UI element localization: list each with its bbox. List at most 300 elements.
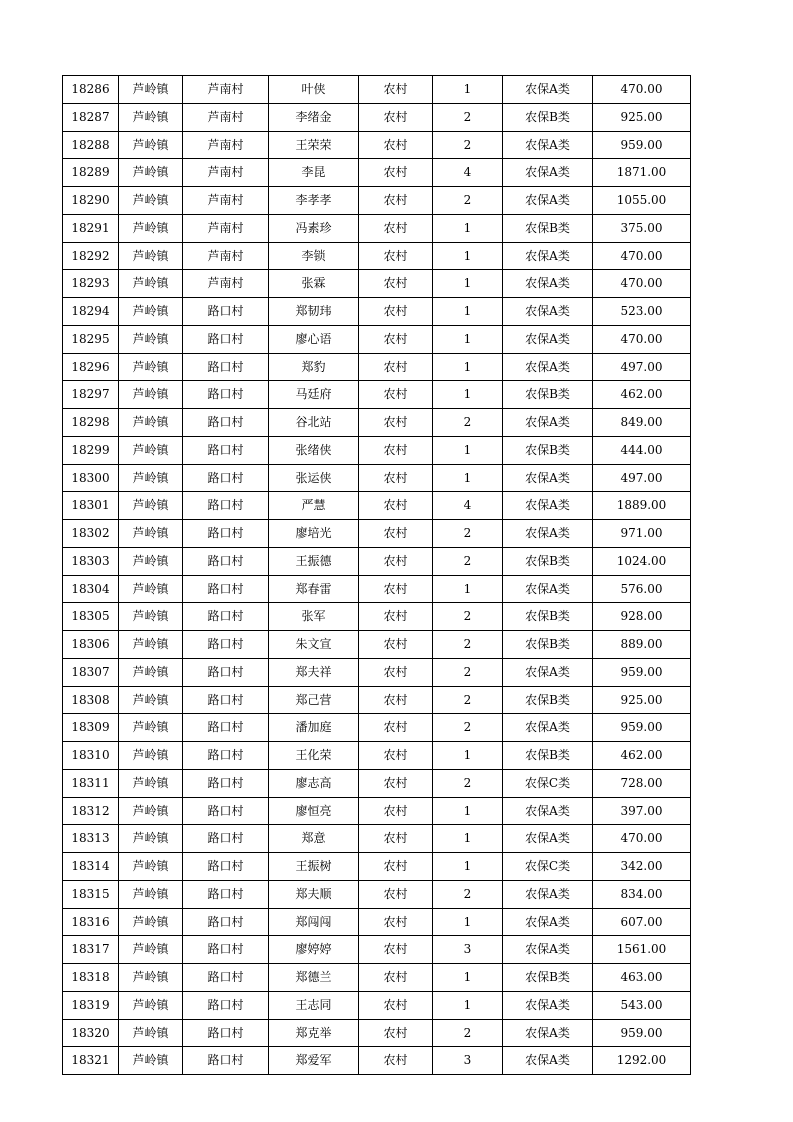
cell-name: 李孝孝 [269, 187, 359, 215]
cell-serial: 18301 [63, 492, 119, 520]
cell-town: 芦岭镇 [119, 298, 183, 326]
cell-insurance-category: 农保B类 [503, 214, 593, 242]
cell-count: 2 [433, 603, 503, 631]
table-row [63, 436, 691, 464]
cell-town: 芦岭镇 [119, 936, 183, 964]
cell-serial: 18314 [63, 853, 119, 881]
cell-amount: 497.00 [593, 353, 691, 381]
cell-insurance-category: 农保B类 [503, 686, 593, 714]
cell-serial: 18293 [63, 270, 119, 298]
cell-serial: 18306 [63, 631, 119, 659]
cell-count: 1 [433, 325, 503, 353]
cell-town: 芦岭镇 [119, 991, 183, 1019]
cell-serial: 18320 [63, 1019, 119, 1047]
cell-insurance-category: 农保A类 [503, 575, 593, 603]
cell-count: 2 [433, 631, 503, 659]
cell-village: 路口村 [183, 880, 269, 908]
cell-amount: 1871.00 [593, 159, 691, 187]
cell-household-type: 农村 [359, 159, 433, 187]
table-row [63, 769, 691, 797]
cell-name: 郑闯闯 [269, 908, 359, 936]
cell-household-type: 农村 [359, 520, 433, 548]
cell-village: 路口村 [183, 298, 269, 326]
cell-amount: 342.00 [593, 853, 691, 881]
cell-household-type: 农村 [359, 409, 433, 437]
cell-serial: 18289 [63, 159, 119, 187]
cell-household-type: 农村 [359, 769, 433, 797]
cell-household-type: 农村 [359, 76, 433, 104]
cell-household-type: 农村 [359, 353, 433, 381]
cell-count: 2 [433, 714, 503, 742]
cell-count: 2 [433, 880, 503, 908]
cell-name: 郑己营 [269, 686, 359, 714]
cell-town: 芦岭镇 [119, 270, 183, 298]
cell-name: 严慧 [269, 492, 359, 520]
cell-town: 芦岭镇 [119, 825, 183, 853]
cell-village: 芦南村 [183, 103, 269, 131]
cell-name: 王振树 [269, 853, 359, 881]
cell-amount: 959.00 [593, 714, 691, 742]
cell-amount: 925.00 [593, 103, 691, 131]
cell-insurance-category: 农保A类 [503, 409, 593, 437]
cell-household-type: 农村 [359, 631, 433, 659]
table-row [63, 936, 691, 964]
table-row [63, 908, 691, 936]
cell-insurance-category: 农保A类 [503, 714, 593, 742]
table-row [63, 547, 691, 575]
cell-amount: 497.00 [593, 464, 691, 492]
cell-village: 芦南村 [183, 242, 269, 270]
cell-household-type: 农村 [359, 936, 433, 964]
cell-name: 廖心语 [269, 325, 359, 353]
cell-household-type: 农村 [359, 214, 433, 242]
cell-name: 叶侠 [269, 76, 359, 104]
cell-town: 芦岭镇 [119, 631, 183, 659]
cell-serial: 18308 [63, 686, 119, 714]
cell-count: 4 [433, 159, 503, 187]
cell-name: 郑春雷 [269, 575, 359, 603]
cell-serial: 18321 [63, 1047, 119, 1075]
cell-amount: 1561.00 [593, 936, 691, 964]
cell-insurance-category: 农保A类 [503, 187, 593, 215]
cell-serial: 18310 [63, 742, 119, 770]
cell-town: 芦岭镇 [119, 214, 183, 242]
cell-name: 郑豹 [269, 353, 359, 381]
cell-count: 1 [433, 908, 503, 936]
cell-household-type: 农村 [359, 492, 433, 520]
cell-town: 芦岭镇 [119, 714, 183, 742]
cell-amount: 463.00 [593, 964, 691, 992]
cell-serial: 18300 [63, 464, 119, 492]
cell-village: 路口村 [183, 1019, 269, 1047]
cell-name: 李锁 [269, 242, 359, 270]
cell-household-type: 农村 [359, 1047, 433, 1075]
cell-village: 路口村 [183, 742, 269, 770]
cell-serial: 18297 [63, 381, 119, 409]
table-row [63, 298, 691, 326]
cell-serial: 18309 [63, 714, 119, 742]
table-row [63, 381, 691, 409]
cell-name: 潘加庭 [269, 714, 359, 742]
cell-village: 路口村 [183, 520, 269, 548]
cell-insurance-category: 农保A类 [503, 159, 593, 187]
cell-count: 2 [433, 769, 503, 797]
cell-household-type: 农村 [359, 964, 433, 992]
cell-town: 芦岭镇 [119, 492, 183, 520]
cell-town: 芦岭镇 [119, 131, 183, 159]
cell-village: 路口村 [183, 853, 269, 881]
cell-insurance-category: 农保A类 [503, 658, 593, 686]
cell-name: 张军 [269, 603, 359, 631]
cell-household-type: 农村 [359, 908, 433, 936]
cell-serial: 18286 [63, 76, 119, 104]
table-row [63, 270, 691, 298]
table-row [63, 825, 691, 853]
cell-amount: 849.00 [593, 409, 691, 437]
cell-amount: 959.00 [593, 131, 691, 159]
cell-town: 芦岭镇 [119, 436, 183, 464]
cell-name: 李绪金 [269, 103, 359, 131]
cell-household-type: 农村 [359, 686, 433, 714]
cell-amount: 1889.00 [593, 492, 691, 520]
cell-amount: 397.00 [593, 797, 691, 825]
cell-serial: 18315 [63, 880, 119, 908]
cell-amount: 834.00 [593, 880, 691, 908]
cell-count: 1 [433, 242, 503, 270]
cell-insurance-category: 农保A类 [503, 242, 593, 270]
table-row [63, 853, 691, 881]
cell-household-type: 农村 [359, 880, 433, 908]
cell-serial: 18287 [63, 103, 119, 131]
cell-amount: 543.00 [593, 991, 691, 1019]
cell-count: 1 [433, 464, 503, 492]
cell-household-type: 农村 [359, 298, 433, 326]
cell-name: 王荣荣 [269, 131, 359, 159]
cell-insurance-category: 农保B类 [503, 964, 593, 992]
cell-village: 路口村 [183, 547, 269, 575]
cell-village: 路口村 [183, 575, 269, 603]
cell-household-type: 农村 [359, 242, 433, 270]
cell-count: 1 [433, 436, 503, 464]
cell-name: 王志同 [269, 991, 359, 1019]
cell-count: 2 [433, 547, 503, 575]
data-table [62, 75, 691, 1075]
table-row [63, 325, 691, 353]
cell-town: 芦岭镇 [119, 409, 183, 437]
cell-count: 1 [433, 353, 503, 381]
cell-village: 路口村 [183, 991, 269, 1019]
cell-insurance-category: 农保A类 [503, 325, 593, 353]
cell-count: 2 [433, 686, 503, 714]
cell-amount: 470.00 [593, 825, 691, 853]
table-row [63, 353, 691, 381]
cell-household-type: 农村 [359, 797, 433, 825]
cell-serial: 18312 [63, 797, 119, 825]
cell-amount: 959.00 [593, 658, 691, 686]
cell-town: 芦岭镇 [119, 742, 183, 770]
cell-insurance-category: 农保A类 [503, 76, 593, 104]
cell-name: 郑韧玮 [269, 298, 359, 326]
cell-count: 1 [433, 742, 503, 770]
cell-serial: 18296 [63, 353, 119, 381]
cell-amount: 523.00 [593, 298, 691, 326]
cell-household-type: 农村 [359, 658, 433, 686]
table-row [63, 714, 691, 742]
cell-serial: 18292 [63, 242, 119, 270]
cell-amount: 470.00 [593, 242, 691, 270]
cell-household-type: 农村 [359, 853, 433, 881]
cell-household-type: 农村 [359, 1019, 433, 1047]
cell-amount: 607.00 [593, 908, 691, 936]
table-row [63, 214, 691, 242]
cell-amount: 971.00 [593, 520, 691, 548]
cell-serial: 18305 [63, 603, 119, 631]
cell-serial: 18318 [63, 964, 119, 992]
cell-insurance-category: 农保A类 [503, 270, 593, 298]
cell-amount: 1024.00 [593, 547, 691, 575]
cell-name: 马廷府 [269, 381, 359, 409]
cell-household-type: 农村 [359, 825, 433, 853]
cell-name: 张运侠 [269, 464, 359, 492]
table-row [63, 880, 691, 908]
cell-serial: 18288 [63, 131, 119, 159]
cell-serial: 18290 [63, 187, 119, 215]
table-row [63, 520, 691, 548]
cell-name: 谷北站 [269, 409, 359, 437]
cell-village: 路口村 [183, 464, 269, 492]
table-row [63, 1047, 691, 1075]
cell-serial: 18294 [63, 298, 119, 326]
cell-village: 路口村 [183, 631, 269, 659]
table-row [63, 103, 691, 131]
table-row [63, 575, 691, 603]
cell-household-type: 农村 [359, 381, 433, 409]
table-row [63, 991, 691, 1019]
cell-count: 3 [433, 936, 503, 964]
cell-village: 路口村 [183, 936, 269, 964]
cell-town: 芦岭镇 [119, 769, 183, 797]
cell-serial: 18299 [63, 436, 119, 464]
cell-village: 路口村 [183, 686, 269, 714]
table-row [63, 658, 691, 686]
cell-name: 郑克举 [269, 1019, 359, 1047]
cell-insurance-category: 农保A类 [503, 298, 593, 326]
cell-insurance-category: 农保A类 [503, 131, 593, 159]
cell-serial: 18298 [63, 409, 119, 437]
cell-serial: 18316 [63, 908, 119, 936]
cell-insurance-category: 农保B类 [503, 742, 593, 770]
cell-town: 芦岭镇 [119, 853, 183, 881]
table-body [63, 76, 691, 1075]
cell-insurance-category: 农保A类 [503, 520, 593, 548]
cell-name: 郑爱军 [269, 1047, 359, 1075]
table-row [63, 464, 691, 492]
cell-count: 1 [433, 298, 503, 326]
cell-name: 张绪侠 [269, 436, 359, 464]
cell-insurance-category: 农保B类 [503, 603, 593, 631]
cell-village: 芦南村 [183, 159, 269, 187]
table-row [63, 686, 691, 714]
cell-serial: 18313 [63, 825, 119, 853]
cell-town: 芦岭镇 [119, 547, 183, 575]
table-row [63, 242, 691, 270]
cell-village: 路口村 [183, 714, 269, 742]
cell-count: 1 [433, 825, 503, 853]
cell-count: 1 [433, 964, 503, 992]
cell-insurance-category: 农保A类 [503, 880, 593, 908]
cell-amount: 462.00 [593, 742, 691, 770]
cell-town: 芦岭镇 [119, 381, 183, 409]
cell-household-type: 农村 [359, 103, 433, 131]
table-row [63, 409, 691, 437]
cell-count: 4 [433, 492, 503, 520]
cell-amount: 462.00 [593, 381, 691, 409]
cell-insurance-category: 农保B类 [503, 103, 593, 131]
cell-serial: 18302 [63, 520, 119, 548]
cell-count: 1 [433, 575, 503, 603]
cell-village: 芦南村 [183, 76, 269, 104]
cell-amount: 1292.00 [593, 1047, 691, 1075]
cell-village: 路口村 [183, 769, 269, 797]
cell-count: 2 [433, 409, 503, 437]
cell-amount: 1055.00 [593, 187, 691, 215]
cell-town: 芦岭镇 [119, 603, 183, 631]
cell-insurance-category: 农保C类 [503, 769, 593, 797]
table-row [63, 964, 691, 992]
cell-count: 2 [433, 1019, 503, 1047]
cell-count: 1 [433, 991, 503, 1019]
cell-town: 芦岭镇 [119, 353, 183, 381]
cell-village: 路口村 [183, 1047, 269, 1075]
cell-insurance-category: 农保B类 [503, 436, 593, 464]
table-row [63, 631, 691, 659]
table-row [63, 76, 691, 104]
cell-household-type: 农村 [359, 742, 433, 770]
cell-amount: 470.00 [593, 76, 691, 104]
cell-household-type: 农村 [359, 131, 433, 159]
cell-name: 冯素珍 [269, 214, 359, 242]
cell-amount: 928.00 [593, 603, 691, 631]
cell-town: 芦岭镇 [119, 76, 183, 104]
cell-village: 路口村 [183, 825, 269, 853]
cell-count: 2 [433, 658, 503, 686]
cell-town: 芦岭镇 [119, 964, 183, 992]
cell-insurance-category: 农保A类 [503, 825, 593, 853]
cell-village: 芦南村 [183, 270, 269, 298]
table-row [63, 797, 691, 825]
cell-serial: 18295 [63, 325, 119, 353]
cell-count: 2 [433, 520, 503, 548]
table-row [63, 187, 691, 215]
cell-village: 路口村 [183, 325, 269, 353]
cell-name: 王振德 [269, 547, 359, 575]
cell-village: 芦南村 [183, 187, 269, 215]
cell-town: 芦岭镇 [119, 658, 183, 686]
cell-insurance-category: 农保B类 [503, 547, 593, 575]
cell-household-type: 农村 [359, 603, 433, 631]
cell-town: 芦岭镇 [119, 908, 183, 936]
cell-town: 芦岭镇 [119, 686, 183, 714]
cell-name: 郑意 [269, 825, 359, 853]
table-row [63, 159, 691, 187]
cell-village: 路口村 [183, 964, 269, 992]
cell-name: 张霖 [269, 270, 359, 298]
cell-serial: 18291 [63, 214, 119, 242]
cell-town: 芦岭镇 [119, 1047, 183, 1075]
table-row [63, 742, 691, 770]
cell-village: 路口村 [183, 353, 269, 381]
cell-amount: 889.00 [593, 631, 691, 659]
cell-count: 1 [433, 270, 503, 298]
cell-town: 芦岭镇 [119, 880, 183, 908]
cell-town: 芦岭镇 [119, 797, 183, 825]
cell-household-type: 农村 [359, 464, 433, 492]
cell-household-type: 农村 [359, 547, 433, 575]
cell-count: 2 [433, 103, 503, 131]
cell-name: 郑夫祥 [269, 658, 359, 686]
cell-count: 1 [433, 214, 503, 242]
cell-household-type: 农村 [359, 575, 433, 603]
cell-name: 朱文宣 [269, 631, 359, 659]
cell-village: 路口村 [183, 492, 269, 520]
cell-town: 芦岭镇 [119, 1019, 183, 1047]
cell-village: 路口村 [183, 436, 269, 464]
cell-household-type: 农村 [359, 714, 433, 742]
cell-village: 路口村 [183, 908, 269, 936]
cell-amount: 444.00 [593, 436, 691, 464]
cell-household-type: 农村 [359, 270, 433, 298]
cell-amount: 375.00 [593, 214, 691, 242]
table-row [63, 1019, 691, 1047]
cell-count: 1 [433, 797, 503, 825]
cell-town: 芦岭镇 [119, 520, 183, 548]
cell-town: 芦岭镇 [119, 159, 183, 187]
cell-village: 芦南村 [183, 131, 269, 159]
cell-household-type: 农村 [359, 991, 433, 1019]
cell-amount: 728.00 [593, 769, 691, 797]
cell-count: 1 [433, 853, 503, 881]
cell-household-type: 农村 [359, 436, 433, 464]
cell-town: 芦岭镇 [119, 325, 183, 353]
cell-name: 王化荣 [269, 742, 359, 770]
cell-serial: 18304 [63, 575, 119, 603]
cell-village: 芦南村 [183, 214, 269, 242]
cell-insurance-category: 农保A类 [503, 1047, 593, 1075]
cell-count: 2 [433, 131, 503, 159]
cell-amount: 470.00 [593, 270, 691, 298]
cell-town: 芦岭镇 [119, 575, 183, 603]
cell-serial: 18303 [63, 547, 119, 575]
cell-name: 廖恒亮 [269, 797, 359, 825]
cell-amount: 470.00 [593, 325, 691, 353]
cell-village: 路口村 [183, 797, 269, 825]
cell-count: 1 [433, 381, 503, 409]
cell-insurance-category: 农保B类 [503, 381, 593, 409]
cell-count: 3 [433, 1047, 503, 1075]
cell-town: 芦岭镇 [119, 464, 183, 492]
table-row [63, 603, 691, 631]
cell-insurance-category: 农保A类 [503, 353, 593, 381]
cell-name: 李昆 [269, 159, 359, 187]
cell-insurance-category: 农保A类 [503, 797, 593, 825]
cell-insurance-category: 农保A类 [503, 936, 593, 964]
cell-village: 路口村 [183, 658, 269, 686]
cell-serial: 18307 [63, 658, 119, 686]
cell-amount: 959.00 [593, 1019, 691, 1047]
cell-name: 廖培光 [269, 520, 359, 548]
cell-town: 芦岭镇 [119, 103, 183, 131]
cell-household-type: 农村 [359, 187, 433, 215]
